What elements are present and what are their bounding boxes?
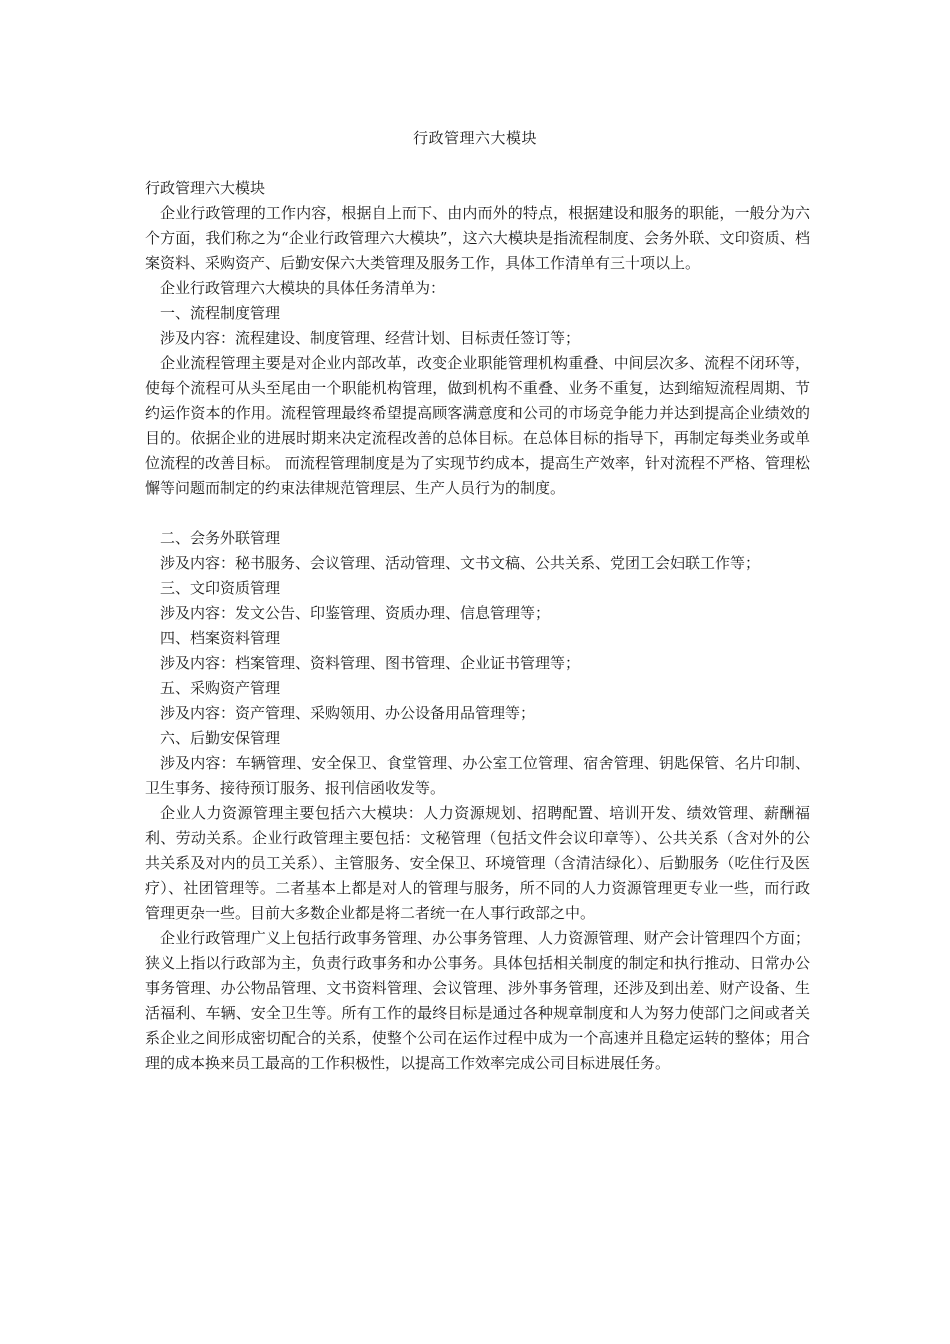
hr-paragraph: 企业人力资源管理主要包括六大模块：人力资源规划、招聘配置、培训开发、绩效管理、薪酬福利、劳动关系。企业行政管理主要包括：文秘管理（包括文件会议印章等）、公共关系（含对外的公共关系及对内的员工关系）、主管服务、安全保卫、环境管理（含清洁绿化）、后勤服务（吃住行及医疗）、社团管理等。二者基本上都是对人的管理与服务，所不同的人力资源管理更专业一些，而行政管理更杂一些。目前大多数企业都是将二者统一在人事行政部之中。 — [145, 804, 810, 922]
section-scope-6: 涉及内容：车辆管理、安全保卫、食堂管理、办公室工位管理、宿舍管理、钥匙保管、名片印制、卫生事务、接待预订服务、报刊信函收发等。 — [145, 754, 810, 797]
section-title-5: 五、采购资产管理 — [160, 679, 281, 697]
section-title-3: 三、文印资质管理 — [160, 579, 281, 597]
section-scope-4: 涉及内容：档案管理、资料管理、图书管理、企业证书管理等； — [160, 654, 581, 672]
section-title-4: 四、档案资料管理 — [160, 629, 281, 647]
section-title-6: 六、后勤安保管理 — [160, 729, 281, 747]
section-title-2: 二、会务外联管理 — [160, 529, 281, 547]
section-scope-2: 涉及内容：秘书服务、会议管理、活动管理、文书文稿、公共关系、党团工会妇联工作等； — [160, 554, 761, 572]
section-title-1: 一、流程制度管理 — [160, 304, 281, 322]
section-scope-5: 涉及内容：资产管理、采购领用、办公设备用品管理等； — [160, 704, 536, 722]
section-detail-1: 企业流程管理主要是对企业内部改革，改变企业职能管理机构重叠、中间层次多、流程不闭环等，使每个流程可从头至尾由一个职能机构管理，做到机构不重叠、业务不重复，达到缩短流程周期、节约运作资本的作用。流程管理最终希望提高顾客满意度和公司的市场竞争能力并达到提高企业绩效的目的。依据企业的进展时期来决定流程改善的总体目标。在总体目标的指导下，再制定每类业务或单位流程的改善目标。 而流程管理制度是为了实现节约成本，提高生产效率，针对流程不严格、管理松懈等问题而制定的约束法律规范管理层、生产人员行为的制度。 — [145, 354, 810, 497]
body-heading: 行政管理六大模块 — [145, 179, 266, 197]
blank-line — [145, 501, 810, 526]
document-title: 行政管理六大模块 — [412, 129, 537, 147]
admin-paragraph: 企业行政管理广义上包括行政事务管理、办公事务管理、人力资源管理、财产会计管理四个方面；狭义上指以行政部为主，负责行政事务和办公事务。具体包括相关制度的制定和执行推动、日常办公事务管理、办公物品管理、文书资料管理、会议管理、涉外事务管理，还涉及到出差、财产设备、生活福利、车辆、安全卫生等。所有工作的最终目标是通过各种规章制度和人为努力使部门之间或者关系企业之间形成密切配合的关系，使整个公司在运作过程中成为一个高速并且稳定运转的整体；用合理的成本换来员工最高的工作积极性，以提高工作效率完成公司目标进展任务。 — [145, 929, 810, 1072]
section-scope-3: 涉及内容：发文公告、印鉴管理、资质办理、信息管理等； — [160, 604, 551, 622]
list-intro: 企业行政管理六大模块的具体任务清单为： — [160, 279, 446, 297]
intro-paragraph: 企业行政管理的工作内容，根据自上而下、由内而外的特点，根据建设和服务的职能，一般分为六个方面，我们称之为“企业行政管理六大模块”，这六大模块是指流程制度、会务外联、文印资质、档案资料、采购资产、后勤安保六大类管理及服务工作，具体工作清单有三十项以上。 — [145, 204, 810, 272]
document-body — [145, 176, 810, 1076]
section-scope-1: 涉及内容：流程建设、制度管理、经营计划、目标责任签订等； — [160, 329, 581, 347]
